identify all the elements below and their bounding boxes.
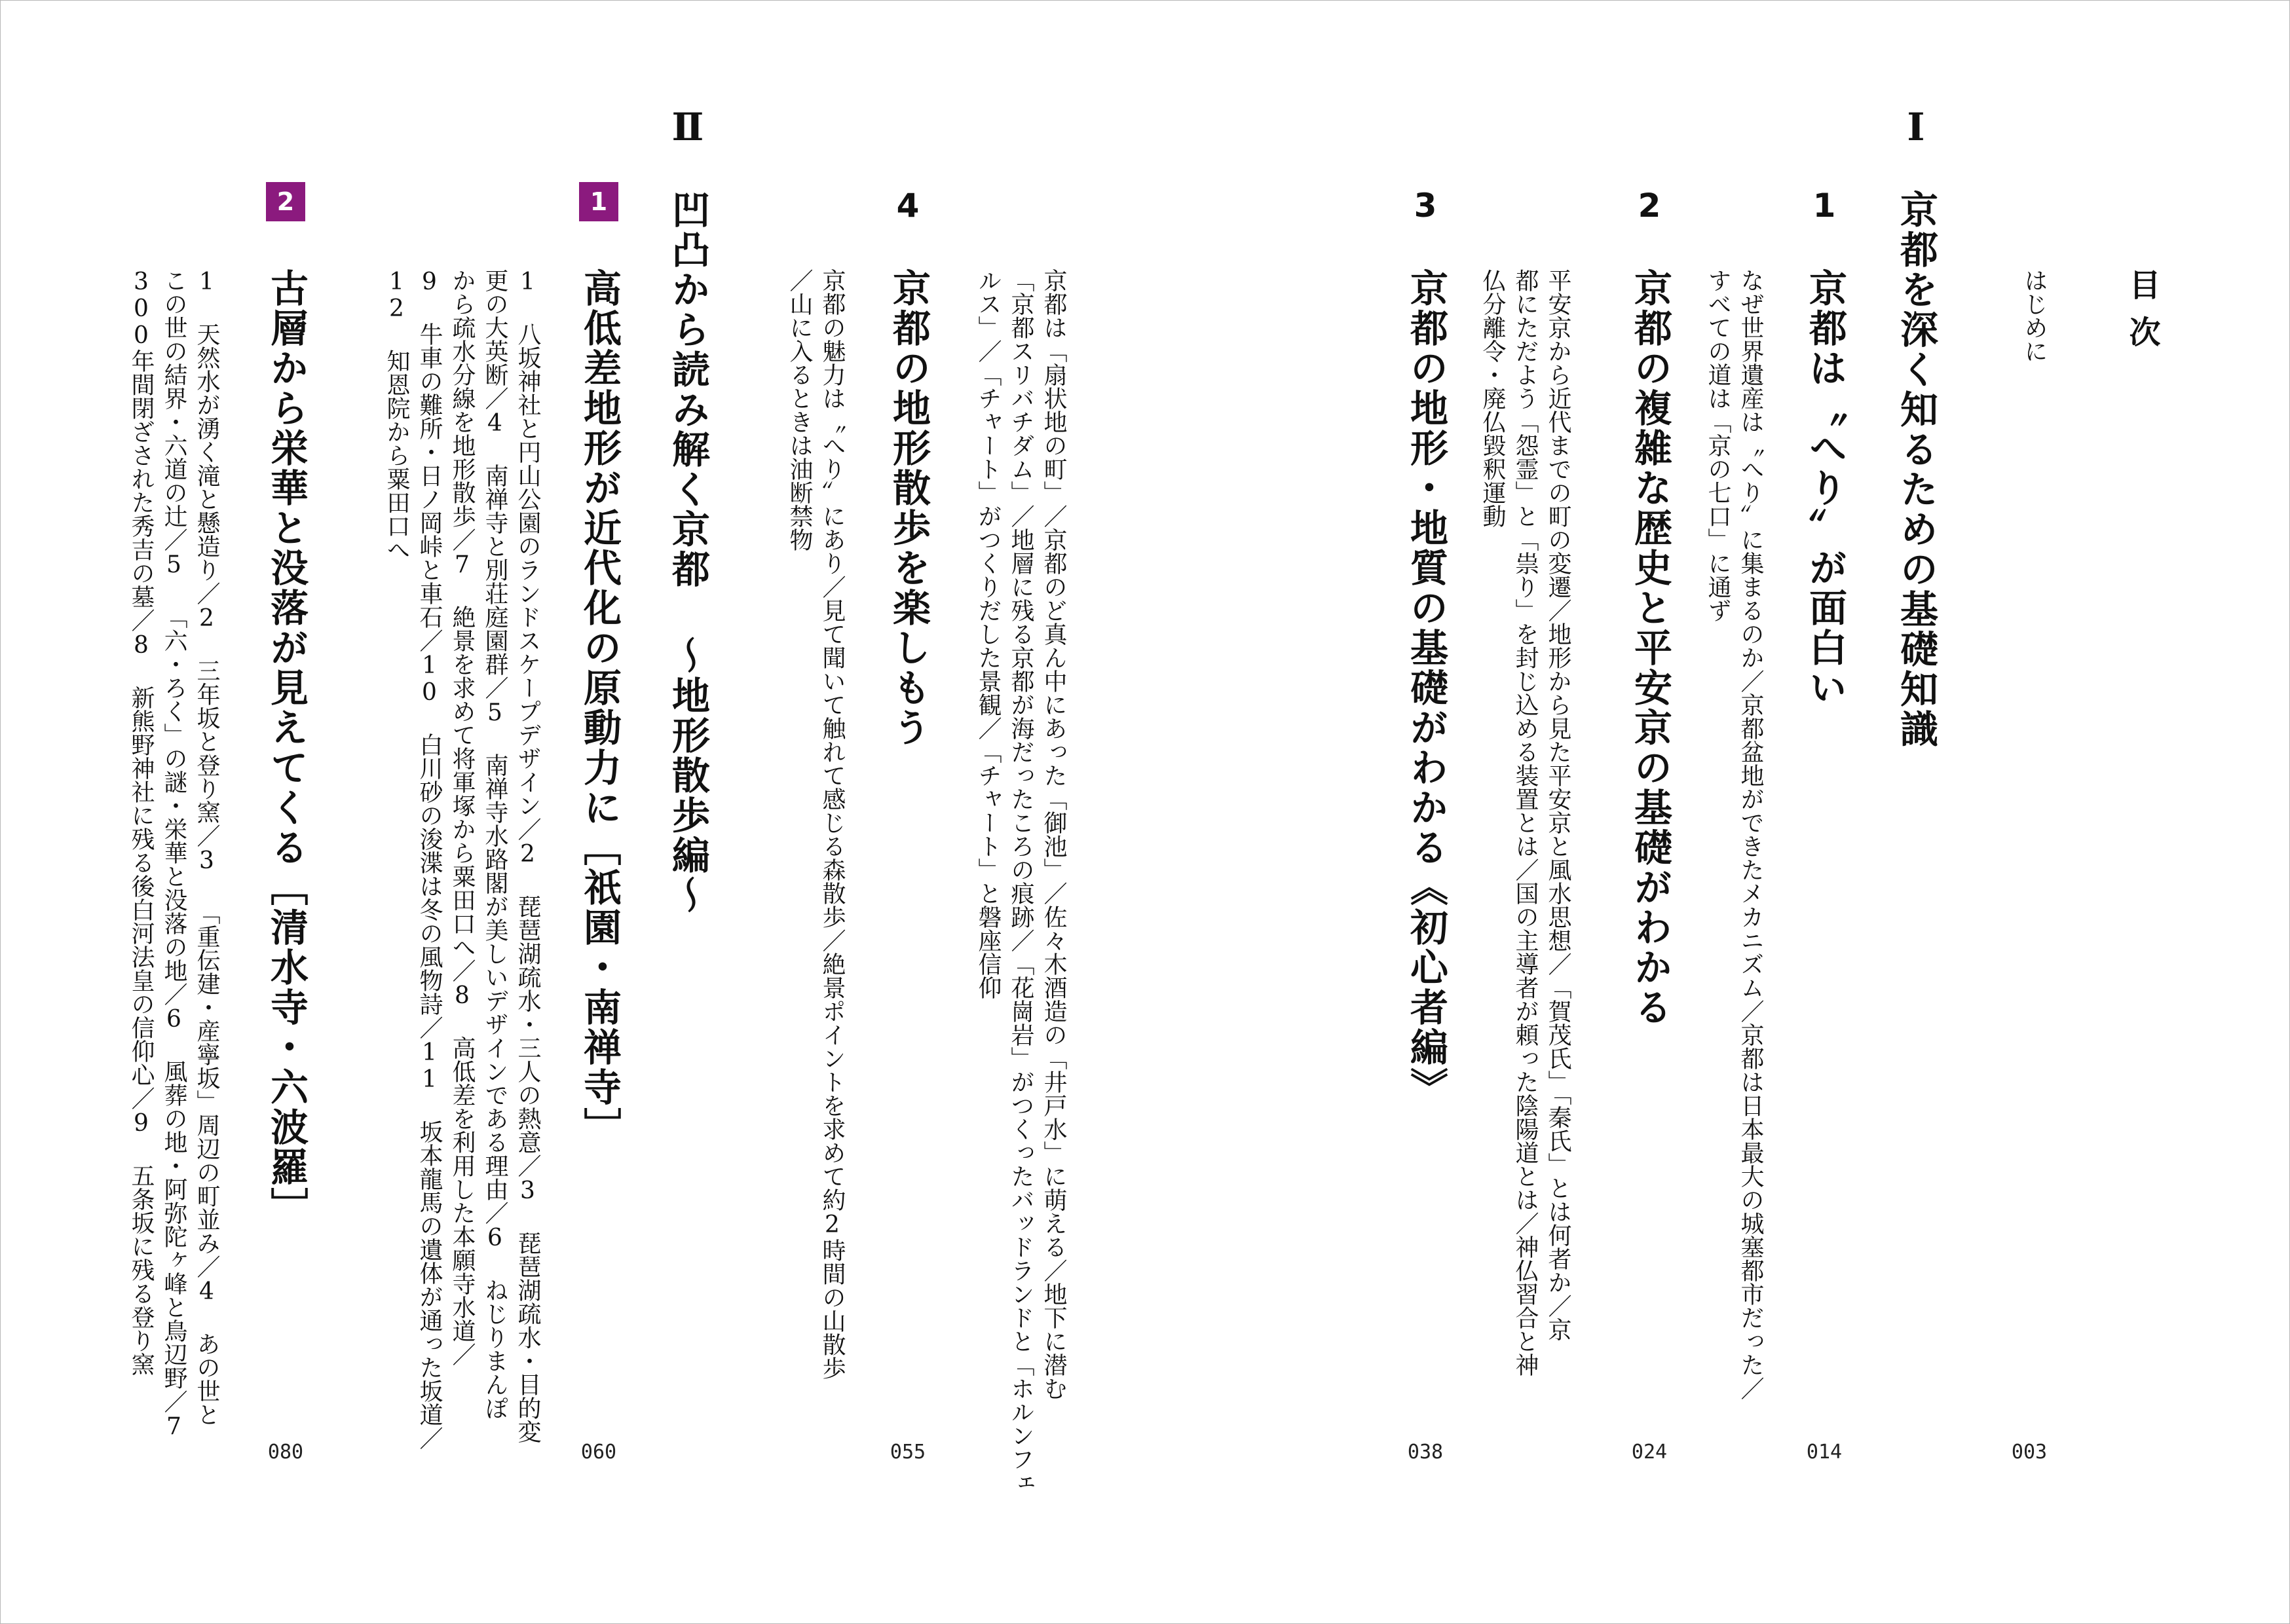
part-1-chapter-2-number: 2 [1638,187,1661,225]
part-1-chapter-3-body: 京都は「扇状地の町」／京都のど真ん中にあった「御池」／佐々木酒造の「井戸水」に萌える／地下に潜む 「京都スリバチダム」／地層に残る京都が海だったころの痕跡／「花崗岩」がつくったバッドランドと「ホルンフェ ルス」／「チャート」がつくりだした景観／「チャート」と磐座信仰 [975,268,1067,1494]
part-1-chapter-3-number: 3 [1414,187,1437,225]
part-2-chapter-2-body: 1 天然水が湧く滝と懸造り／2 三年坂と登り窯／3 「重伝建・産寧坂」周辺の町並み／4 あの世と この世の結界・六道の辻／5 「六・ろく」の謎・栄華と没落の地／6 風葬の地・阿弥陀ヶ峰と鳥辺野／7 300年間閉ざされた秀吉の墓／8 新熊野神社に残る後白河法皇の信仰心／9 五条坂に残る登り窯 [128,268,220,1440]
part-2-chapter-1-badge: 1 [579,182,618,221]
part-2-chapter-2-badge: 2 [266,182,305,221]
part-2-chapter-1-body: 1 八坂神社と円山公園のランドスケープデザイン／2 琵琶湖疏水・三人の熱意／3 琵琶湖疏水・目的変 更の大英断／4 南禅寺と別荘庭園群／5 南禅寺水路閣が美しいデザインである理由／6 ねじりまんぽ から疏水分線を地形散歩／7 絶景を求めて将軍塚から粟田口へ／8 高低差を利用した本願寺水道／ 9 牛車の難所・日ノ岡峠と車石／10 白川砂の浚渫は冬の風物詩／11 坂本龍馬の遺体が通った坂道／ 12 知恩院から粟田口へ [383,268,541,1450]
intro-page-number: 003 [2011,1441,2048,1464]
part-1-chapter-4-page-number: 055 [890,1441,926,1464]
part-1-chapter-2-title[interactable]: 京都の複雑な歴史と平安京の基礎がわかる [1628,268,1672,1027]
part-2-title[interactable]: 凹凸から読み解く京都 〜地形散歩編〜 [666,190,710,915]
part-2-numeral: Ⅱ [671,105,704,149]
part-1-numeral: Ⅰ [1907,105,1925,149]
part-1-chapter-1-body: なぜ世界遺産は〝へり〟に集まるのか／京都盆地ができたメカニズム／京都は日本最大の城塞都市だった／ すべての道は「京の七口」に通ず [1704,268,1764,1400]
part-1-chapter-3-page-number: 038 [1407,1441,1444,1464]
toc-heading: 目次 [2124,268,2160,363]
part-1-chapter-1-number: 1 [1812,187,1836,225]
part-1-chapter-2-body: 平安京から近代までの町の変遷／地形から見た平安京と風水思想／「賀茂氏」「秦氏」とは何者か／京 都にただよう「怨霊」と「祟り」を封じ込める装置とは／国の主導者が頼った陰陽道とは／神仏習合と神 仏分離令・廃仏毀釈運動 [1479,268,1571,1376]
part-1-chapter-4-title[interactable]: 京都の地形散歩を楽しもう [886,268,931,748]
part-2-chapter-1-title[interactable]: 高低差地形が近代化の原動力に［祇園・南禅寺］ [577,268,622,1147]
part-2-chapter-1-page-number: 060 [580,1441,617,1464]
part-1-chapter-4-body: 京都の魅力は〝へり〟にあり／見て聞いて触れて感じる森散歩／絶景ポイントを求めて約2時間の山散歩 ／山に入るときは油断禁物 [786,268,846,1380]
part-1-title[interactable]: 京都を深く知るための基礎知識 [1894,190,1938,749]
part-2-chapter-2-title[interactable]: 古層から栄華と没落が見えてくる［清水寺・六波羅］ [264,268,309,1227]
part-1-chapter-4-number: 4 [896,187,920,225]
part-1-chapter-2-page-number: 024 [1631,1441,1668,1464]
part-1-chapter-1-page-number: 014 [1806,1441,1843,1464]
part-1-chapter-1-title[interactable]: 京都は〝へり〟が面白い [1803,268,1847,708]
part-2-chapter-2-page-number: 080 [267,1441,304,1464]
intro-label[interactable]: はじめに [2021,268,2048,363]
part-1-chapter-3-title[interactable]: 京都の地形・地質の基礎がわかる《初心者編》 [1404,268,1448,1107]
